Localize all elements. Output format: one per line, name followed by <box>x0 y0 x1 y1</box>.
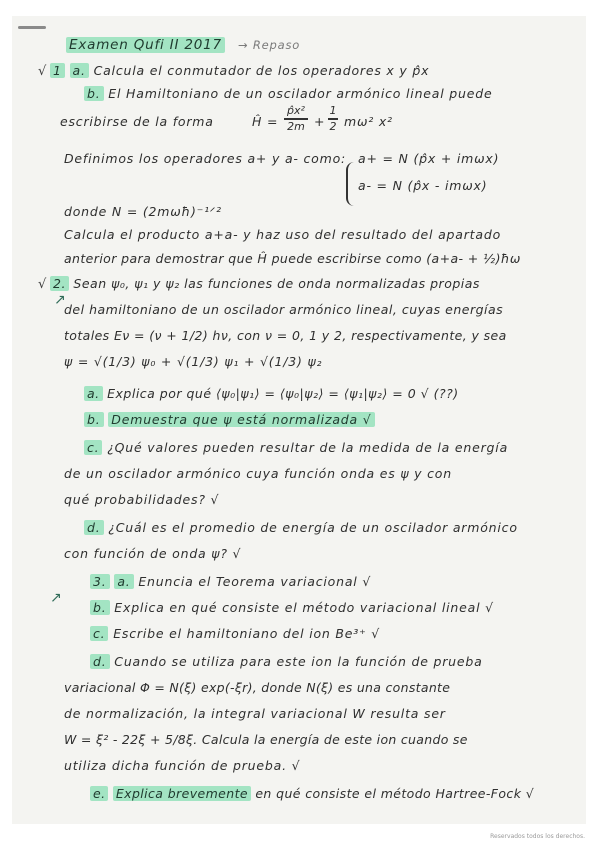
q2-d-tag: d. <box>84 520 104 535</box>
q1-calc-line: Calcula el producto a+a- y haz uso del resultado del apartado <box>64 227 502 242</box>
q2-line1-text: Sean ψ₀, ψ₁ y ψ₂ las funciones de onda normalizadas propias <box>73 276 480 291</box>
q3-a-tag: a. <box>114 574 133 589</box>
q3-d-line2: variacional Φ = N(ξ) exp(-ξr), donde N(ξ) es una constante <box>64 680 451 695</box>
q3-c-tag: c. <box>90 626 108 641</box>
q2-line3: totales Eν = (ν + 1/2) hν, con ν = 0, 1 y 2, respectivamente, y sea <box>64 328 507 343</box>
arrow-mark-icon: ↗ <box>50 590 62 606</box>
q3-b <box>90 600 494 615</box>
q1-b-line2 <box>60 114 214 129</box>
q1-def: Definimos los operadores a+ y a- como: <box>64 151 347 166</box>
q3-d <box>90 654 483 669</box>
q1-b-text: El Hamiltoniano de un oscilador armónico lineal puede <box>108 86 493 101</box>
hamiltonian-fraction-half <box>328 105 338 133</box>
exam-title-line <box>66 37 300 53</box>
q3-c <box>90 626 380 641</box>
q3-a-text: Enuncia el Teorema variacional √ <box>138 574 372 589</box>
ham-plus: + <box>314 114 326 129</box>
q3-d-text: Cuando se utiliza para este ion la función de prueba <box>114 654 483 669</box>
q2-b-text: Demuestra que ψ está normalizada √ <box>108 412 374 427</box>
notebook-page <box>12 16 586 824</box>
q2-line1 <box>50 276 480 291</box>
q1-b <box>84 86 492 101</box>
q2-c-text: ¿Qué valores pueden resultar de la medida de la energía <box>107 440 509 455</box>
q3-e-tag: e. <box>90 786 108 801</box>
q2-d-line2: con función de onda ψ? √ <box>64 546 242 561</box>
q2-c-line3: qué probabilidades? √ <box>64 492 220 507</box>
definition-brace <box>346 162 354 206</box>
top-divider <box>18 26 46 29</box>
op-a-plus: a+ = N (p̂x + imωx) <box>358 151 500 166</box>
q3-e <box>90 786 534 801</box>
q2-line4: ψ = √(1/3) ψ₀ + √(1/3) ψ₁ + √(1/3) ψ₂ <box>64 354 323 369</box>
q2-b <box>84 412 375 427</box>
q3-e-highlight: Explica brevemente <box>113 786 251 801</box>
q3-number: 3. <box>90 574 110 589</box>
ham-rest: mω² x² <box>344 114 393 129</box>
ham-half-num: 1 <box>329 104 337 117</box>
q2-a <box>84 386 459 401</box>
q1-b-tag: b. <box>84 86 104 101</box>
arrow-mark-icon: ↗ <box>54 292 66 308</box>
q2-a-text: Explica por qué ⟨ψ₀|ψ₁⟩ = ⟨ψ₀|ψ₂⟩ = ⟨ψ₁|ψ₂⟩ = 0 √ (??) <box>107 386 459 401</box>
q1-a-tag: a. <box>70 63 89 78</box>
q2-a-tag: a. <box>84 386 103 401</box>
ham-frac-num: p̂x² <box>287 104 305 117</box>
footer-note: Reservados todos los derechos. <box>490 833 585 840</box>
q3-d-line4: W = ξ² - 22ξ + 5/8ξ. Calcula la energía de este ion cuando se <box>64 732 468 747</box>
q3-b-text: Explica en qué consiste el método variacional lineal √ <box>114 600 494 615</box>
q2-number: 2. <box>50 276 69 291</box>
ham-half-den: 2 <box>329 119 337 133</box>
q3-d-line5: utiliza dicha función de prueba. √ <box>64 758 301 773</box>
check-mark-icon: √ <box>38 277 47 292</box>
op-a-minus: a- = N (p̂x - imωx) <box>358 178 488 193</box>
q3-d-line3: de normalización, la integral variacional W resulta ser <box>64 706 446 721</box>
q3-d-tag: d. <box>90 654 110 669</box>
hamiltonian-lhs: Ĥ = <box>252 114 279 129</box>
q2-c-tag: c. <box>84 440 102 455</box>
review-note: → Repaso <box>237 38 301 52</box>
check-mark-icon: √ <box>38 64 47 79</box>
q2-d <box>84 520 518 535</box>
q1-anterior-line: anterior para demostrar que Ĥ puede escribirse como (a+a- + ½)ħω <box>64 251 521 266</box>
exam-title: Examen Qufi II 2017 <box>66 37 225 53</box>
q2-c <box>84 440 508 455</box>
q3-c-text: Escribe el hamiltoniano del ion Be³⁺ √ <box>113 626 381 641</box>
q2-line2: del hamiltoniano de un oscilador armónico lineal, cuyas energías <box>64 302 504 317</box>
q3-b-tag: b. <box>90 600 110 615</box>
ham-frac-den: 2m <box>287 119 305 133</box>
q1-donde: donde N = (2mωħ)⁻¹ᐟ² <box>64 204 222 219</box>
q1-a <box>50 63 429 78</box>
q1-b-line2-start: escribirse de la forma <box>60 114 214 129</box>
q2-d-text: ¿Cuál es el promedio de energía de un oscilador armónico <box>108 520 518 535</box>
q1-number: 1 <box>50 63 65 78</box>
q1-a-text: Calcula el conmutador de los operadores x y p̂x <box>93 63 430 78</box>
q2-c-line2: de un oscilador armónico cuya función onda es ψ y con <box>64 466 452 481</box>
q3-e-rest: en qué consiste el método Hartree-Fock √ <box>255 786 535 801</box>
q2-b-tag: b. <box>84 412 104 427</box>
hamiltonian-fraction-p <box>284 105 308 133</box>
q3-a <box>90 574 371 589</box>
